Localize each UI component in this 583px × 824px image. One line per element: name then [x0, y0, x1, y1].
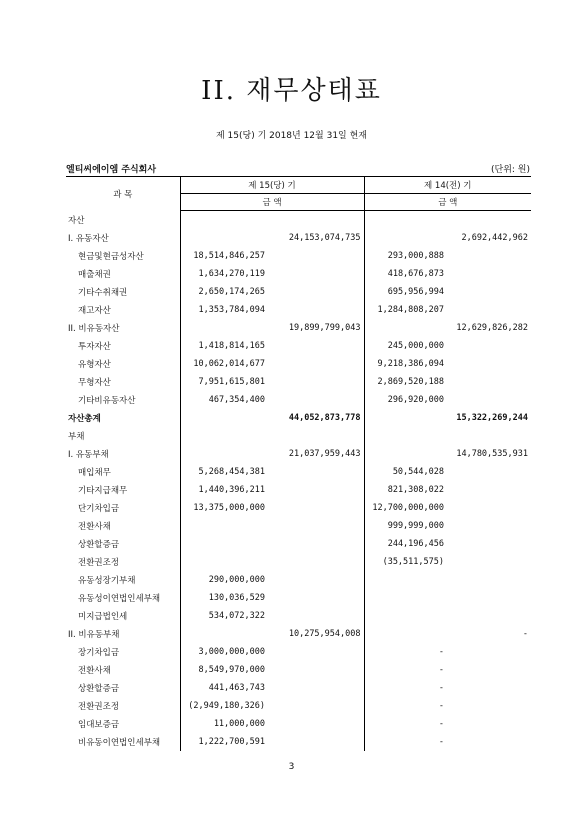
page-title: II. 재무상태표: [201, 76, 382, 106]
current-subtotal: 8,549,970,000: [180, 661, 268, 679]
account-name: 유동성장기부채: [78, 576, 136, 586]
account-header: 과 목: [66, 177, 180, 211]
account-name: 상환할증금: [78, 540, 120, 550]
table-row: [66, 391, 531, 409]
account-name: 기타지급채무: [78, 486, 128, 496]
company-name: 엘티씨에이엠 주식회사: [66, 165, 157, 175]
current-subtotal: 13,375,000,000: [180, 499, 268, 517]
current-subtotal: 1,440,396,211: [180, 481, 268, 499]
table-row: [66, 697, 531, 715]
prior-subtotal: 296,920,000: [364, 391, 447, 409]
account-name: 비유동이연법인세부채: [78, 738, 161, 748]
account-name: 전환권조정: [78, 702, 120, 712]
balance-sheet-table: [66, 176, 531, 751]
prior-total: [447, 265, 531, 283]
current-total: [268, 733, 364, 751]
current-total: [268, 247, 364, 265]
table-row: [66, 409, 531, 427]
table-row: [66, 679, 531, 697]
prior-subtotal: -: [364, 733, 447, 751]
prior-total: [447, 679, 531, 697]
current-subtotal: 1,222,700,591: [180, 733, 268, 751]
current-total: [268, 499, 364, 517]
prior-subtotal: -: [364, 679, 447, 697]
prior-subtotal: [364, 607, 447, 625]
prior-total: 2,692,442,962: [461, 233, 528, 243]
current-subtotal: 1,418,814,165: [180, 337, 268, 355]
table-row: [66, 247, 531, 265]
current-period-header: 제 15(당) 기: [180, 177, 364, 194]
prior-subtotal: 418,676,873: [364, 265, 447, 283]
account-name: 자산총계: [68, 414, 101, 424]
table-row: [66, 445, 531, 463]
prior-total: [447, 337, 531, 355]
current-total: [268, 481, 364, 499]
prior-subtotal: 999,999,000: [364, 517, 447, 535]
prior-subtotal: (35,511,575): [364, 553, 447, 571]
current-total: 21,037,959,443: [288, 449, 361, 459]
prior-amount-header: 금 액: [364, 194, 531, 211]
table-row: [66, 463, 531, 481]
table-row: [66, 481, 531, 499]
prior-subtotal: [364, 409, 447, 427]
account-name: 매출채권: [78, 270, 111, 280]
account-name: 현금및현금성자산: [78, 252, 144, 262]
current-subtotal: [180, 409, 268, 427]
current-total: [268, 373, 364, 391]
current-subtotal: 5,268,454,381: [180, 463, 268, 481]
current-subtotal: 2,650,174,265: [180, 283, 268, 301]
prior-subtotal: 1,284,808,207: [364, 301, 447, 319]
prior-subtotal: 2,869,520,188: [364, 373, 447, 391]
account-name: 매입채무: [78, 468, 111, 478]
prior-subtotal: [364, 427, 447, 445]
prior-subtotal: -: [364, 715, 447, 733]
prior-subtotal: [364, 625, 447, 643]
prior-total: [447, 607, 531, 625]
account-name: 기타수취채권: [78, 288, 128, 298]
account-name: 임대보증금: [78, 720, 120, 730]
prior-subtotal: 50,544,028: [364, 463, 447, 481]
balance-sheet-body: [66, 211, 531, 752]
current-total: [268, 391, 364, 409]
current-total: [268, 679, 364, 697]
current-total: [268, 607, 364, 625]
current-subtotal: [180, 445, 268, 463]
prior-subtotal: 695,956,994: [364, 283, 447, 301]
prior-total: [447, 643, 531, 661]
current-subtotal: 467,354,400: [180, 391, 268, 409]
table-row: [66, 319, 531, 337]
current-total: [268, 427, 364, 445]
prior-total: [447, 481, 531, 499]
prior-period-header: 제 14(전) 기: [364, 177, 531, 194]
prior-total: [447, 463, 531, 481]
prior-subtotal: [364, 571, 447, 589]
prior-total: [447, 355, 531, 373]
prior-total: [447, 571, 531, 589]
current-total: [268, 589, 364, 607]
prior-subtotal: [364, 229, 447, 247]
table-row: [66, 643, 531, 661]
account-name: I. 유동자산: [68, 234, 109, 244]
current-subtotal: [180, 553, 268, 571]
prior-total: 12,629,826,282: [456, 323, 528, 333]
account-name: II. 비유동자산: [68, 324, 120, 334]
current-subtotal: [180, 625, 268, 643]
account-name: II. 비유동부채: [68, 630, 120, 640]
current-subtotal: [180, 535, 268, 553]
table-row: [66, 337, 531, 355]
current-total: [268, 535, 364, 553]
current-subtotal: 7,951,615,801: [180, 373, 268, 391]
current-total: 19,899,799,043: [288, 323, 361, 333]
current-total: [268, 697, 364, 715]
prior-total: [447, 589, 531, 607]
prior-total: [447, 301, 531, 319]
current-total: [268, 661, 364, 679]
current-subtotal: (2,949,180,326): [180, 697, 268, 715]
table-row: [66, 733, 531, 751]
prior-total: [447, 283, 531, 301]
current-total: [268, 301, 364, 319]
table-row: [66, 211, 531, 230]
current-subtotal: 130,036,529: [180, 589, 268, 607]
table-row: [66, 589, 531, 607]
account-name: 유형자산: [78, 360, 111, 370]
current-subtotal: 3,000,000,000: [180, 643, 268, 661]
prior-subtotal: 293,000,888: [364, 247, 447, 265]
current-subtotal: 1,353,784,094: [180, 301, 268, 319]
current-total: [268, 337, 364, 355]
account-name: 전환사채: [78, 666, 111, 676]
account-name: 상환할증금: [78, 684, 120, 694]
prior-total: [447, 373, 531, 391]
current-subtotal: [180, 229, 268, 247]
prior-total: 14,780,535,931: [456, 449, 528, 459]
prior-total: [447, 247, 531, 265]
table-row: [66, 499, 531, 517]
prior-total: [447, 661, 531, 679]
prior-total: 15,322,269,244: [456, 413, 528, 423]
prior-total: [447, 211, 531, 230]
current-subtotal: [180, 427, 268, 445]
account-name: 투자자산: [78, 342, 111, 352]
current-subtotal: 10,062,014,677: [180, 355, 268, 373]
prior-subtotal: [364, 211, 447, 230]
current-total: [268, 211, 364, 230]
prior-subtotal: -: [364, 661, 447, 679]
prior-subtotal: -: [364, 643, 447, 661]
account-name: 장기차입금: [78, 648, 120, 658]
current-total: [268, 517, 364, 535]
current-total: 24,153,074,735: [288, 233, 361, 243]
prior-total: [447, 427, 531, 445]
table-row: [66, 625, 531, 643]
table-row: [66, 283, 531, 301]
table-row: [66, 607, 531, 625]
prior-subtotal: [364, 445, 447, 463]
current-total: [268, 463, 364, 481]
table-row: [66, 355, 531, 373]
current-total: 44,052,873,778: [288, 413, 361, 423]
table-row: [66, 517, 531, 535]
current-subtotal: 11,000,000: [180, 715, 268, 733]
current-subtotal: 534,072,322: [180, 607, 268, 625]
table-row: [66, 373, 531, 391]
prior-subtotal: 821,308,022: [364, 481, 447, 499]
prior-subtotal: 245,000,000: [364, 337, 447, 355]
prior-total: -: [522, 629, 528, 639]
prior-subtotal: 9,218,386,094: [364, 355, 447, 373]
table-row: [66, 265, 531, 283]
account-name: 미지급법인세: [78, 612, 128, 622]
current-subtotal: [180, 517, 268, 535]
current-total: [268, 715, 364, 733]
table-row: [66, 571, 531, 589]
prior-total: [447, 391, 531, 409]
prior-total: [447, 553, 531, 571]
period-subtitle: 제 15(당) 기 2018년 12월 31일 현재: [215, 131, 367, 141]
account-name: 전환사채: [78, 522, 111, 532]
account-name: 무형자산: [78, 378, 111, 388]
current-total: [268, 355, 364, 373]
current-amount-header: 금 액: [180, 194, 364, 211]
account-name: 단기차입금: [78, 504, 120, 514]
prior-subtotal: -: [364, 697, 447, 715]
table-row: [66, 535, 531, 553]
table-row: [66, 661, 531, 679]
current-total: [268, 265, 364, 283]
prior-total: [447, 715, 531, 733]
table-row: [66, 427, 531, 445]
prior-total: [447, 733, 531, 751]
current-subtotal: 18,514,846,257: [180, 247, 268, 265]
prior-total: [447, 499, 531, 517]
account-name: 부채: [68, 432, 85, 442]
account-name: I. 유동부채: [68, 450, 109, 460]
prior-subtotal: 244,196,456: [364, 535, 447, 553]
prior-total: [447, 697, 531, 715]
prior-total: [447, 535, 531, 553]
table-row: [66, 553, 531, 571]
current-total: [268, 283, 364, 301]
page-number: 3: [288, 762, 295, 772]
unit-label: (단위: 원): [491, 165, 530, 175]
table-row: [66, 715, 531, 733]
current-total: [268, 571, 364, 589]
account-name: 재고자산: [78, 306, 111, 316]
current-total: [268, 643, 364, 661]
prior-total: [447, 517, 531, 535]
table-row: [66, 229, 531, 247]
account-name: 유동성이연법인세부채: [78, 594, 161, 604]
prior-subtotal: [364, 589, 447, 607]
account-name: 자산: [68, 215, 85, 226]
current-total: 10,275,954,008: [288, 629, 361, 639]
current-subtotal: 290,000,000: [180, 571, 268, 589]
current-subtotal: 441,463,743: [180, 679, 268, 697]
current-subtotal: [180, 211, 268, 230]
table-row: [66, 301, 531, 319]
current-subtotal: 1,634,270,119: [180, 265, 268, 283]
prior-subtotal: 12,700,000,000: [364, 499, 447, 517]
account-name: 전환권조정: [78, 558, 120, 568]
current-total: [268, 553, 364, 571]
account-name: 기타비유동자산: [78, 396, 136, 406]
current-subtotal: [180, 319, 268, 337]
prior-subtotal: [364, 319, 447, 337]
